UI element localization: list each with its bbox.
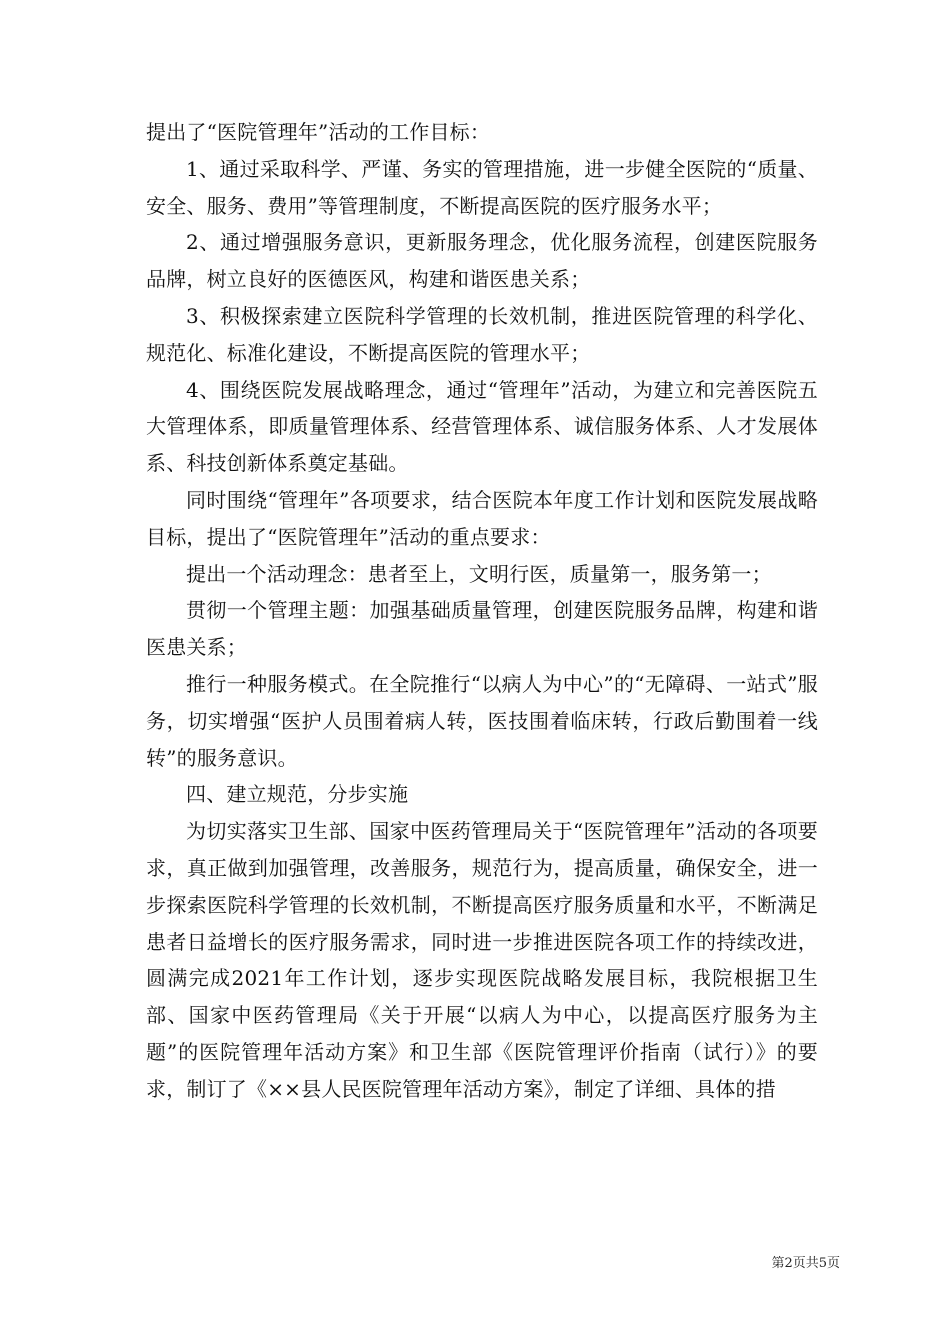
paragraph-activity-concept: 提出一个活动理念：患者至上，文明行医，质量第一，服务第一； <box>186 561 772 586</box>
paragraph-goal-2: 2、通过增强服务意识，更新服务理念，优化服务流程，创建医院服务品牌，树立良好的医德医风，构建和谐医患关系； <box>146 230 818 292</box>
page-number: 第2页共5页 <box>771 1256 840 1271</box>
paragraph-service-model: 推行一种服务模式。在全院推行“以病人为中心”的“无障碍、一站式”服务，切实增强“医护人员围着病人转，医技围着临床转，行政后勤围着一线转”的服务意识。 <box>146 671 818 770</box>
paragraph-goal-1: 1、通过采取科学、严谨、务实的管理措施，进一步健全医院的“质量、安全、服务、费用”等管理制度，不断提高医院的医疗服务水平； <box>146 156 818 218</box>
paragraph-goal-3: 3、积极探索建立医院科学管理的长效机制，推进医院管理的科学化、规范化、标准化建设，不断提高医院的管理水平； <box>146 303 818 365</box>
paragraph-key-requirements: 同时围绕“管理年”各项要求，结合医院本年度工作计划和医院发展战略目标，提出了“医院管理年”活动的重点要求： <box>146 487 818 549</box>
paragraph-implementation: 为切实落实卫生部、国家中医药管理局关于“医院管理年”活动的各项要求，真正做到加强管理，改善服务，规范行为，提高质量，确保安全，进一步探索医院科学管理的长效机制，不断提高医疗服务质量和水平，不断满足患者日益增长的医疗服务需求，同时进一步推进医院各项工作的持续改进，圆满完成2021年工作计划，逐步实现医院战略发展目标，我院根据卫生部、国家中医药管理局《关于开展“以病人为中心，以提高医疗服务为主题”的医院管理年活动方案》和卫生部《医院管理评价指南（试行）》的要求，制订了《××县人民医院管理年活动方案》，制定了详细、具体的措 <box>146 819 818 1101</box>
document-body <box>146 114 818 1108</box>
paragraph-goal-4: 4、围绕医院发展战略理念，通过“管理年”活动，为建立和完善医院五大管理体系，即质量管理体系、经营管理体系、诚信服务体系、人才发展体系、科技创新体系奠定基础。 <box>146 377 818 476</box>
section-heading: 四、建立规范，分步实施 <box>186 782 409 807</box>
paragraph-work-goals-intro: 提出了“医院管理年”活动的工作目标： <box>146 120 491 144</box>
paragraph-management-theme: 贯彻一个管理主题：加强基础质量管理，创建医院服务品牌，构建和谐医患关系； <box>146 598 818 660</box>
